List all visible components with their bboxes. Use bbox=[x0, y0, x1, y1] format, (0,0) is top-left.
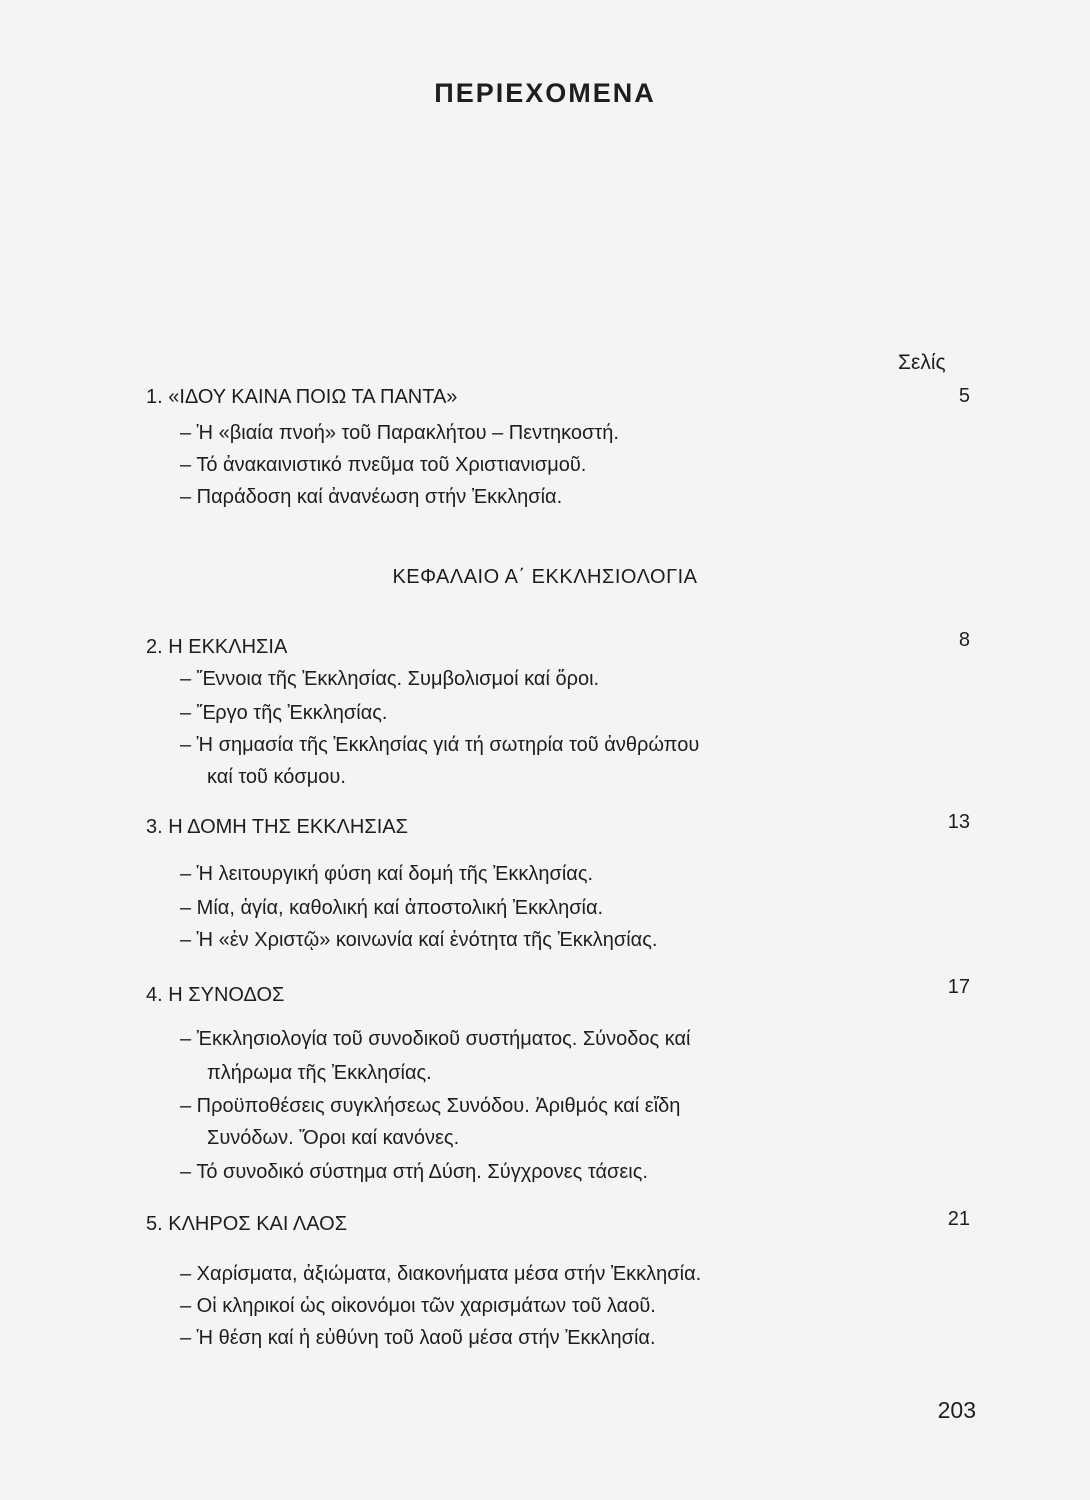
section-page-number: 21 bbox=[947, 1208, 970, 1230]
section-subtopic: – Ἡ «βιαία πνοή» τοῦ Παρακλήτου – Πεντηκοστή. bbox=[180, 422, 619, 444]
section-subtopic: – Ἡ θέση καί ἡ εὐθύνη τοῦ λαοῦ μέσα στήν Ἐκκλησία. bbox=[180, 1327, 656, 1349]
section-subtopic: – Προϋποθέσεις συγκλήσεως Συνόδου. Ἀριθμός καί εἴδη bbox=[180, 1095, 681, 1117]
section-subtopic: – Ἡ λειτουργική φύση καί δομή τῆς Ἐκκλησίας. bbox=[180, 863, 594, 885]
section-subtopic: – Τό συνοδικό σύστημα στή Δύση. Σύγχρονες τάσεις. bbox=[180, 1161, 648, 1183]
page-number: 203 bbox=[937, 1397, 976, 1423]
section-heading: 3. Η ΔΟΜΗ ΤΗΣ ΕΚΚΛΗΣΙΑΣ bbox=[146, 816, 408, 838]
section-page-number: 13 bbox=[947, 811, 970, 833]
section-heading: 5. ΚΛΗΡΟΣ ΚΑΙ ΛΑΟΣ bbox=[146, 1213, 348, 1235]
section-subtopic: – Ἐκκλησιολογία τοῦ συνοδικοῦ συστήματος. Σύνοδος καί bbox=[180, 1028, 691, 1050]
section-subtopic: – Ἡ σημασία τῆς Ἐκκλησίας γιά τή σωτηρία τοῦ ἀνθρώπου bbox=[180, 734, 700, 756]
section-page-number: 17 bbox=[947, 976, 970, 998]
page-title: ΠΕΡΙΕΧΟΜΕΝΑ bbox=[434, 78, 656, 108]
section-subtopic: – Χαρίσματα, ἀξιώματα, διακονήματα μέσα στήν Ἐκκλησία. bbox=[180, 1263, 702, 1285]
section-subtopic: – Ἡ «ἐν Χριστῷ» κοινωνία καί ἑνότητα τῆς Ἐκκλησίας. bbox=[180, 929, 658, 951]
section-subtopic-continuation: Συνόδων. Ὅροι καί κανόνες. bbox=[207, 1127, 460, 1149]
section-subtopic-continuation: καί τοῦ κόσμου. bbox=[207, 766, 346, 788]
section-heading: 2. Η ΕΚΚΛΗΣΙΑ bbox=[146, 636, 288, 658]
section-subtopic: – Ἔννοια τῆς Ἐκκλησίας. Συμβολισμοί καί ὅροι. bbox=[180, 668, 600, 690]
section-heading: 4. Η ΣΥΝΟΔΟΣ bbox=[146, 984, 285, 1006]
section-subtopic: – Ἔργο τῆς Ἐκκλησίας. bbox=[180, 702, 388, 724]
section-subtopic: – Οἱ κληρικοί ὡς οἰκονόμοι τῶν χαρισμάτων τοῦ λαοῦ. bbox=[180, 1295, 656, 1317]
section-subtopic: – Τό ἀνακαινιστικό πνεῦμα τοῦ Χριστιανισμοῦ. bbox=[180, 454, 587, 476]
section-subtopic: – Παράδοση καί ἀνανέωση στήν Ἐκκλησία. bbox=[180, 486, 563, 508]
section-heading: 1. «ΙΔΟΥ ΚΑΙΝΑ ΠΟΙΩ ΤΑ ΠΑΝΤΑ» bbox=[146, 386, 458, 408]
pages-column-label: Σελίς bbox=[898, 351, 946, 374]
section-subtopic: – Μία, ἁγία, καθολική καί ἀποστολική Ἐκκλησία. bbox=[180, 897, 604, 919]
section-subtopic-continuation: πλήρωμα τῆς Ἐκκλησίας. bbox=[207, 1062, 432, 1084]
section-page-number: 5 bbox=[958, 385, 970, 407]
chapter-heading: ΚΕΦΑΛΑΙΟ Α΄ ΕΚΚΛΗΣΙΟΛΟΓΙΑ bbox=[392, 566, 698, 588]
section-page-number: 8 bbox=[958, 629, 970, 651]
